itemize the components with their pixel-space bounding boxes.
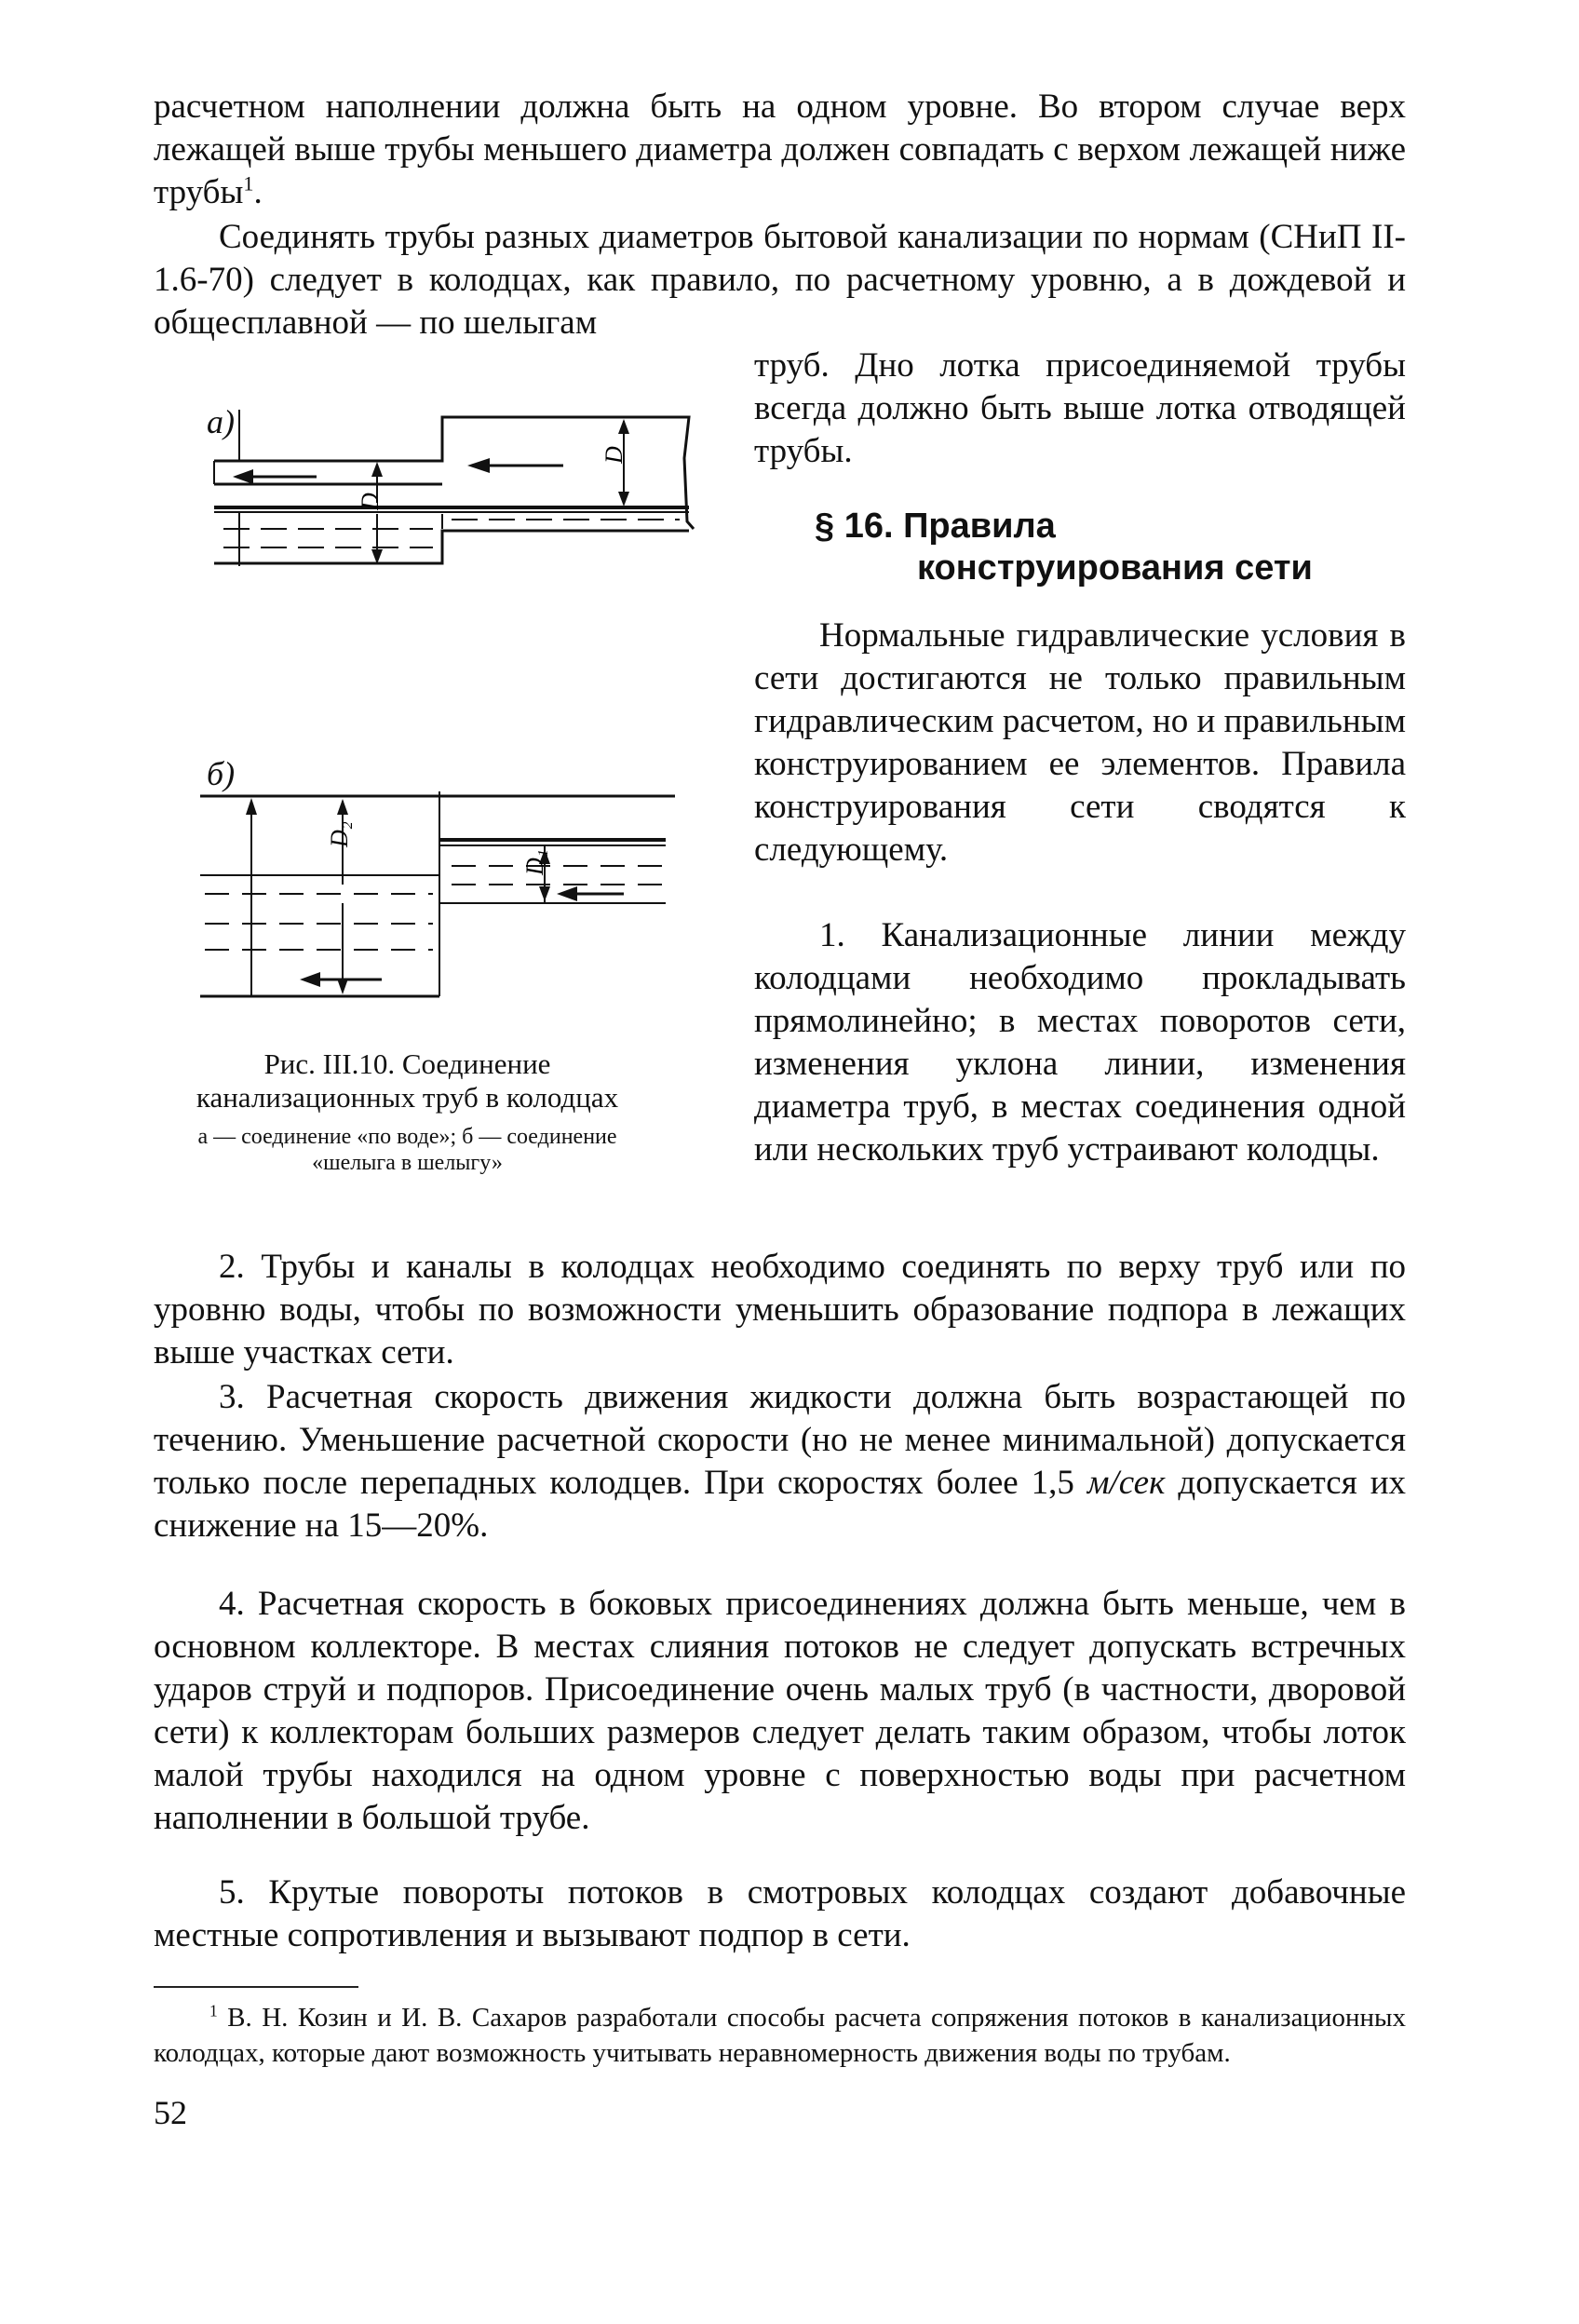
section-title-line-1: § 16. Правила <box>815 507 1056 546</box>
page-number: 52 <box>154 2094 187 2131</box>
figure-b-diagram <box>196 773 680 1015</box>
list-item-4: 4. Расчетная скорость в боковых присоединениях должна быть меньше, чем в основном коллекторе. В местах слияния потоков не следует допускать встречных ударов струй и подпоров. Присоединение очень малых труб (в частности, дворовой сети) к коллекторам больших размеров следует делать таким образом, чтобы лоток малой трубы находился на одном уровне с поверхностью воды при расчетном наполнении в большой трубе. <box>154 1585 1406 1837</box>
footnote-text: В. Н. Козин и И. В. Сахаров разработали способы расчета сопряжения потоков в канализационных колодцах, которые дают возможность учитывать неравномерность движения воды по трубам. <box>154 2003 1406 2068</box>
list-item-3-unit: м/сек <box>1086 1464 1166 1502</box>
footnote <box>154 2000 1406 2071</box>
paragraph-3: Нормальные гидравлические условия в сети достигаются не только правильным гидравлическим расчетом, но и правильным конструированием ее элементов. Правила конструирования сети сводятся к следующему. <box>754 616 1406 869</box>
list-item-3 <box>154 1376 1406 1547</box>
paragraph-2: Соединять трубы разных диаметров бытовой канализации по нормам (СНиП II-1.6-70) следует в колодцах, как правило, по расчетному уровню, а в дождевой и общесплавной — по шелыгам <box>154 218 1406 342</box>
paragraph-continuation <box>154 86 1406 214</box>
footnote-rule <box>154 1986 358 1988</box>
footnote-reference: 1 <box>243 171 254 196</box>
figure-caption <box>154 1047 661 1176</box>
paragraph-1-end: . <box>253 173 263 211</box>
figure-a-dim-left: D <box>357 493 384 510</box>
figure-label-a: а) <box>207 403 235 440</box>
list-item-5: 5. Крутые повороты потоков в смотровых колодцах создают добавочные местные сопротивления и вызывают подпор в сети. <box>154 1873 1406 1954</box>
figure-b-dim-right: D₁ <box>521 849 548 875</box>
list-item-3-text: 3. Расчетная скорость движения жидкости должна быть возрастающей по течению. Уменьшение расчетной скорости (но не менее минимальной) допускается только после перепадных колодцев. При скоростях более 1,5 <box>154 1378 1406 1502</box>
list-item-2: 2. Трубы и каналы в колодцах необходимо соединять по верху труб или по уровню воды, чтобы по возможности уменьшить образование подпора в лежащих выше участках сети. <box>154 1248 1406 1371</box>
figure-a-dim-right: D <box>601 446 628 464</box>
paragraph-2-continuation: труб. Дно лотка присоединяемой трубы всегда должно быть выше лотка отводящей трубы. <box>754 346 1406 470</box>
footnote-mark: 1 <box>209 2001 218 2020</box>
list-item-1: 1. Канализационные линии между колодцами необходимо прокладывать прямолинейно; в местах поворотов сети, изменения уклона линии, изменения диаметра труб, в местах соединения одной или нескольких труб устраивают колодцы. <box>754 916 1406 1169</box>
section-title-line-2: конструирования сети <box>917 548 1313 588</box>
figure-b-dim-left: D₂ <box>326 821 353 847</box>
paragraph-1-text: расчетном наполнении должна быть на одном уровне. Во втором случае верх лежащей выше трубы меньшего диаметра должен совпадать с верхом лежащей ниже трубы <box>154 88 1406 211</box>
figure-caption-text: а — соединение «по воде»; б — соединение «шелыга в шелыгу» <box>197 1125 617 1175</box>
list-item-3-end: допускается их снижение на 15—20%. <box>154 1464 1406 1545</box>
figure-caption-title: Рис. III.10. Соединение канализационных труб в колодцах <box>196 1047 619 1114</box>
figure-a-diagram <box>196 410 698 577</box>
figure-label-b: б) <box>207 755 236 792</box>
